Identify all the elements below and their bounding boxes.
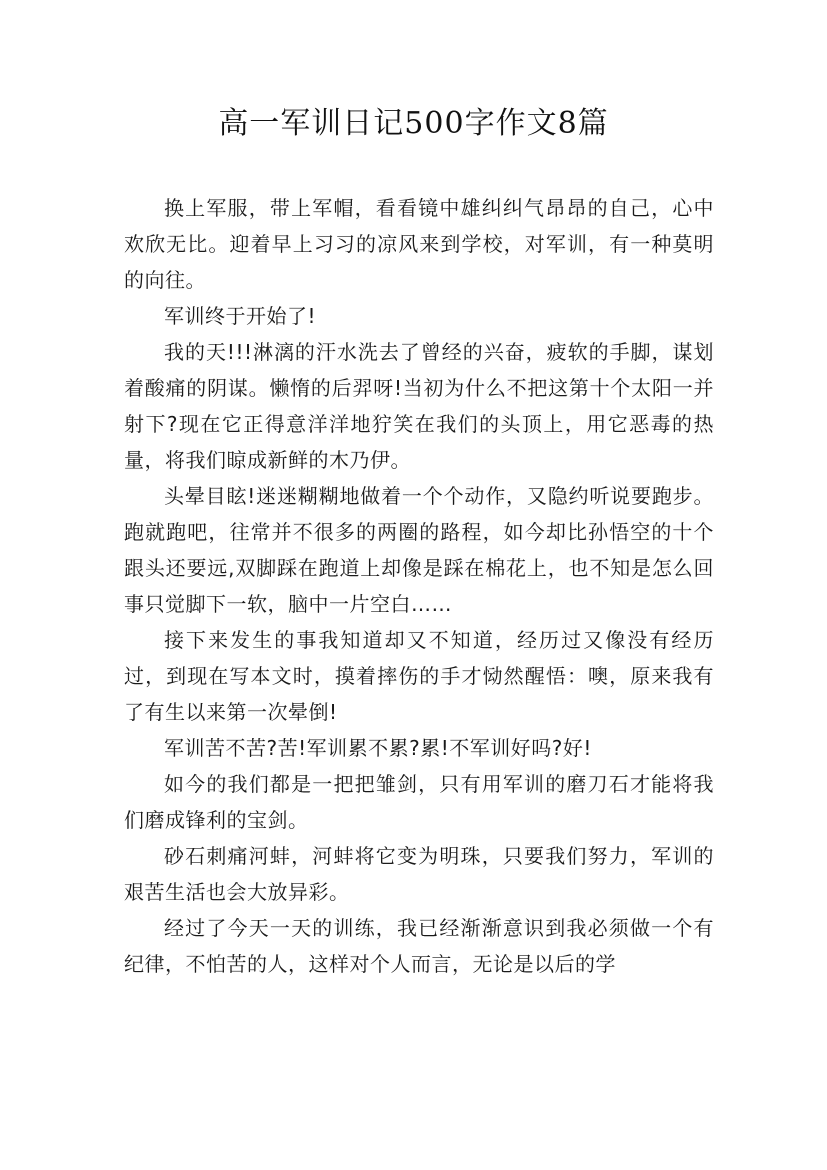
paragraph-5: 接下来发生的事我知道却又不知道，经历过又像没有经历过，到现在写本文时，摸着摔伤的手才恸然醒悟：噢，原来我有了有生以来第一次晕倒! — [124, 628, 714, 724]
paragraph-7: 如今的我们都是一把把雏剑，只有用军训的磨刀石才能将我们磨成锋利的宝剑。 — [124, 772, 714, 832]
paragraph-3: 我的天!!!淋漓的汗水洗去了曾经的兴奋，疲软的手脚，谋划着酸痛的阴谋。懒惰的后羿呀!当初为什么不把这第十个太阳一并射下?现在它正得意洋洋地狞笑在我们的头顶上，用它恶毒的热量，将我们晾成新鲜的木乃伊。 — [124, 340, 714, 472]
paragraph-9: 经过了今天一天的训练，我已经渐渐意识到我必须做一个有纪律，不怕苦的人，这样对个人而言，无论是以后的学 — [124, 916, 714, 976]
paragraph-1: 换上军服，带上军帽，看看镜中雄纠纠气昂昂的自己，心中欢欣无比。迎着早上习习的凉风来到学校，对军训，有一种莫明的向往。 — [124, 196, 714, 292]
paragraph-2: 军训终于开始了! — [164, 304, 317, 328]
document-body — [124, 190, 714, 982]
paragraph-8: 砂石刺痛河蚌，河蚌将它变为明珠，只要我们努力，军训的艰苦生活也会大放异彩。 — [124, 844, 714, 904]
paragraph-4: 头晕目眩!迷迷糊糊地做着一个个动作，又隐约听说要跑步。跑就跑吧，往常并不很多的两圈的路程，如今却比孙悟空的十个跟头还要远,双脚踩在跑道上却像是踩在棉花上，也不知是怎么回事只觉脚下一软，脑中一片空白…… — [124, 484, 714, 616]
document-title: 高一军训日记500字作文8篇 — [218, 106, 609, 141]
paragraph-6: 军训苦不苦?苦!军训累不累?累!不军训好吗?好! — [164, 736, 592, 760]
